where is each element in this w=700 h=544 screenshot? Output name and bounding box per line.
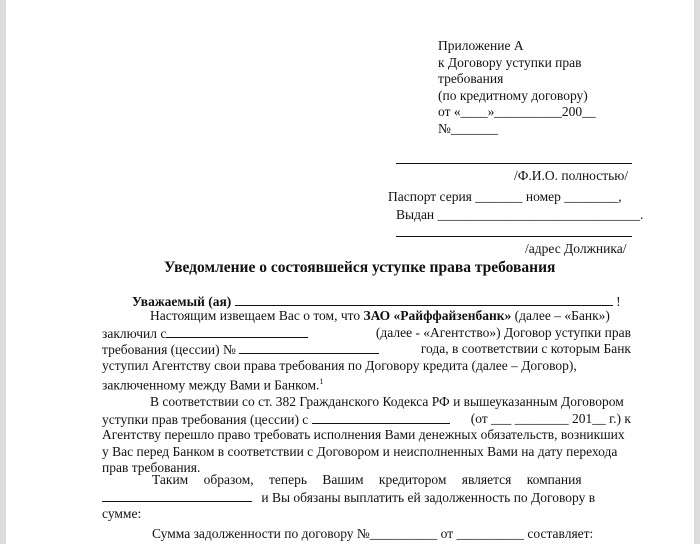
appendix-header xyxy=(438,38,596,137)
appendix-line: к Договору уступки прав xyxy=(438,54,582,70)
debt-amount-line: Сумма задолженности по договору №__________ от __________ составляет: xyxy=(152,526,594,541)
text: заключил с xyxy=(102,325,167,341)
address-label: /адрес Должника/ xyxy=(525,241,627,256)
document-page xyxy=(6,0,694,544)
para3-line3: сумме: xyxy=(102,505,142,521)
salutation-text: Уважаемый (ая) xyxy=(132,294,232,309)
footnote-mark: 1 xyxy=(319,377,324,387)
text-group xyxy=(102,341,379,359)
para1-line3 xyxy=(102,341,631,359)
cession-date-field xyxy=(312,411,450,424)
para2-line3: Агентству перешло право требовать исполнения Вами денежных обязательств, возникших xyxy=(102,427,625,443)
address-line xyxy=(396,236,632,237)
para3-line2 xyxy=(102,489,631,507)
para2-line2 xyxy=(102,411,631,429)
debtor-name-field xyxy=(235,293,613,306)
passport-series: Паспорт серия _______ номер ________, xyxy=(388,189,622,204)
salutation-end: ! xyxy=(616,294,621,309)
para1-line5 xyxy=(102,374,323,394)
text: года, в соответствии с которым Банк xyxy=(420,341,631,357)
text: (далее – «Банк») xyxy=(511,308,610,323)
text-group xyxy=(102,411,450,429)
text: Настоящим извещаем Вас о том, что xyxy=(150,308,364,323)
fio-line xyxy=(396,163,632,164)
fio-label: /Ф.И.О. полностью/ xyxy=(514,168,629,183)
text: и Вы обязаны выплатить ей задолженность по Договору в xyxy=(261,490,596,505)
para2-line1: В соответствии со ст. 382 Гражданского Кодекса РФ и вышеуказанным Договором xyxy=(150,394,624,409)
text: уступки прав требования (цессии) с xyxy=(102,411,309,427)
text: (далее - «Агентство») Договор уступки прав xyxy=(375,324,631,340)
appendix-line: требования xyxy=(438,71,504,86)
appendix-line: (по кредитному договору) xyxy=(438,87,588,103)
appendix-line: от «____»__________200__ xyxy=(438,104,596,119)
para1-line2 xyxy=(102,325,631,343)
agency-field xyxy=(166,325,308,338)
text: требования (цессии) № xyxy=(102,342,236,358)
document-title: Уведомление о состоявшейся уступке права требования xyxy=(164,259,556,276)
para1-line1 xyxy=(150,308,631,325)
contract-number-field xyxy=(239,341,379,354)
creditor-company-field xyxy=(102,489,252,502)
text: заключенному между Вами и Банком. xyxy=(102,377,320,393)
text: Таким образом, теперь Вашим кредитором является компания xyxy=(152,472,582,487)
text-group xyxy=(102,325,308,343)
scan-edge-right xyxy=(694,0,700,544)
para2-line4: у Вас перед Банком в соответствии с Договором и неисполненных Вами на дату перехода xyxy=(102,443,618,459)
issued-by: Выдан ______________________________. xyxy=(396,207,644,222)
para1-line4: уступил Агентству свои права требования по Договору кредита (далее – Договор), xyxy=(102,357,577,373)
appendix-line: №_______ xyxy=(438,120,499,136)
text: (от ___ ________ 201__ г.) к xyxy=(470,410,631,426)
appendix-line: Приложение А xyxy=(438,38,524,53)
bank-name: ЗАО «Райффайзенбанк» xyxy=(363,308,512,323)
para3-line1 xyxy=(152,472,631,489)
para2-line5: прав требования. xyxy=(102,460,201,476)
